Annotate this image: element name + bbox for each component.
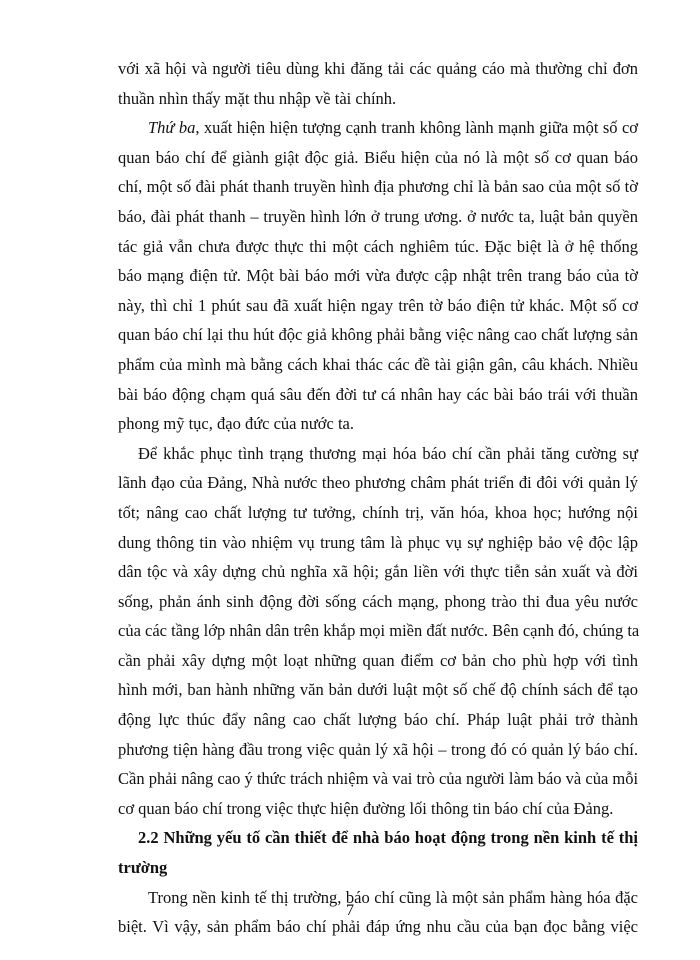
paragraph-line-rest: , xuất hiện hiện tượng cạnh tranh không lành mạnh giữa một số cơ [195, 118, 638, 138]
paragraph-line: cần phải xây dựng một loạt những quan điểm cơ bản cho phù hợp với tình [118, 650, 638, 670]
paragraph-line: chí, một số đài phát thanh truyền hình địa phương chỉ là bản sao của một số tờ [118, 177, 638, 197]
paragraph-line: tốt; nâng cao chất lượng tư tưởng, chính trị, văn hóa, khoa học; hướng nội [118, 502, 638, 522]
paragraph-line: phương tiện hàng đầu trong việc quản lý xã hội – trong đó có quản lý báo chí. [118, 739, 638, 759]
italic-lead: Thứ ba [148, 118, 196, 138]
paragraph-line: phẩm của mình mà bằng cách khai thác các đề tài giận gân, câu khách. Nhiều [118, 354, 638, 374]
paragraph-line: tác giả vẫn chưa được thực thi một cách nghiêm túc. Đặc biệt là ở hệ thống [118, 236, 638, 256]
paragraph-line: hình mới, ban hành những văn bản dưới luật một số chế độ chính sách để tạo [118, 680, 638, 700]
paragraph-line: dung thông tin vào nhiệm vụ trung tâm là phục vụ sự nghiệp bảo vệ độc lập [118, 532, 638, 552]
paragraph-line: thuần nhìn thấy mặt thu nhập về tài chính. [118, 88, 397, 108]
paragraph-line: lãnh đạo của Đảng, Nhà nước theo phương châm phát triển đi đôi với quản lý [118, 473, 638, 493]
paragraph-line: báo mạng điện tử. Một bài báo mới vừa được cập nhật trên trang báo của tờ [118, 266, 638, 286]
paragraph-line: Để khắc phục tình trạng thương mại hóa báo chí cần phải tăng cường sự [138, 443, 638, 463]
paragraph-line: biệt. Vì vậy, sản phẩm báo chí phải đáp ứng nhu cầu của bạn đọc bằng việc [118, 917, 638, 937]
paragraph-line: với xã hội và người tiêu dùng khi đăng tải các quảng cáo mà thường chỉ đơn [118, 59, 638, 78]
section-heading: trường [118, 858, 168, 878]
paragraph-line: phong mỹ tục, đạo đức của nước ta. [118, 414, 355, 434]
paragraph-line: dân tộc và xây dựng chủ nghĩa xã hội; gắn liền với thực tiễn sản xuất và đời [118, 562, 638, 582]
paragraph-line: của các tầng lớp nhân dân trên khắp mọi miền đất nước. Bên cạnh đó, chúng ta [118, 621, 640, 641]
paragraph-line: sống, phản ánh sinh động đời sống cách mạng, phong trào thi đua yêu nước [118, 591, 638, 611]
paragraph-line: Trong nền kinh tế thị trường, báo chí cũng là một sản phẩm hàng hóa đặc [148, 887, 638, 907]
paragraph-line: động lực thúc đẩy nâng cao chất lượng báo chí. Pháp luật phải trở thành [118, 710, 638, 730]
paragraph-line [118, 113, 638, 143]
paragraph-line: bài báo động chạm quá sâu đến đời tư cá nhân hay các bài báo trái với thuần [118, 384, 638, 404]
paragraph-line: quan báo chí lại thu hút độc giả không phải bằng việc nâng cao chất lượng sản [118, 325, 638, 345]
paragraph-line: quan báo chí để giành giật độc giả. Biểu hiện của nó là một số cơ quan báo [118, 147, 638, 167]
section-heading: 2.2 Những yếu tố cần thiết để nhà báo hoạt động trong nền kinh tế thị [138, 828, 638, 848]
paragraph-line: Cần phải nâng cao ý thức trách nhiệm và vai trò của người làm báo và của mỗi [118, 769, 639, 789]
paragraph-line: này, thì chỉ 1 phút sau đã xuất hiện ngay trên tờ báo điện tử khác. Một số cơ [118, 295, 638, 315]
document-body [118, 54, 638, 942]
paragraph-line: cơ quan báo chí trong việc thực hiện đường lối thông tin báo chí của Đảng. [118, 798, 614, 818]
paragraph-line: báo, đài phát thanh – truyền hình lớn ở trung ương. ở nước ta, luật bản quyền [118, 206, 638, 226]
page-number: 7 [346, 902, 354, 919]
